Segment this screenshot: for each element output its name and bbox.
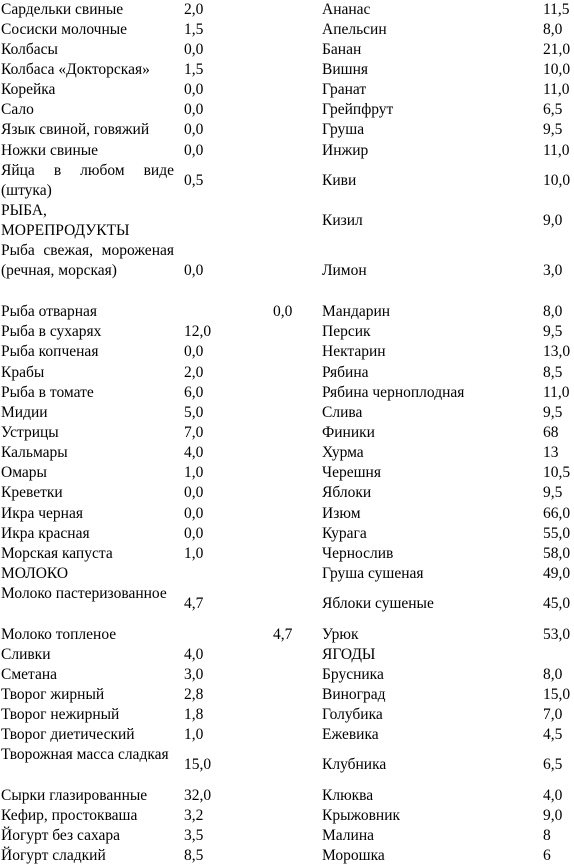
right-item-name: Черешня [322,464,381,481]
left-item-value: 2,0 [184,1,204,18]
left-item-name: Корейка [1,81,56,98]
right-item-name: Голубика [322,706,383,723]
left-item-value: 0,0 [184,262,204,280]
left-item-name: Ножки свиные [1,142,99,159]
left-item-value: 1,0 [184,464,204,481]
right-item-name: Изюм [322,505,361,522]
left-item-value: 7,0 [184,424,204,441]
right-item-value: 10,0 [543,172,571,190]
left-item-value: 12,0 [184,323,212,340]
left-item-value: 0,0 [184,101,204,118]
left-item-value: 0,0 [184,505,204,522]
left-item-name: Сосиски молочные [1,21,128,38]
left-item-value: 3,5 [184,827,204,844]
left-item-value: 0,0 [273,303,293,320]
right-item-name: Груша сушеная [322,565,424,582]
right-item-name: Финики [322,424,375,441]
left-item-value: 1,0 [184,726,204,743]
left-item-name: Сало [1,101,34,118]
right-item-value: 6,5 [543,101,563,118]
left-item-value: 0,0 [184,525,204,542]
left-item-name: Омары [1,464,47,481]
right-item-value: 9,0 [543,807,563,824]
right-item-value: 13,0 [543,343,571,360]
left-item-value: 0,0 [184,41,204,58]
left-item-name: Рыба в томате [1,384,94,401]
left-item-value: 8,5 [184,847,204,864]
right-item-value: 13 [543,444,559,461]
left-item-value: 1,5 [184,61,204,78]
right-item-value: 10,0 [543,61,571,78]
right-item-name: Слива [322,404,363,421]
right-item-value: 3,0 [543,262,563,280]
left-item-name: Йогурт без сахара [1,827,120,844]
right-item-name: Клубника [322,756,387,774]
left-item-value: 2,0 [184,364,204,381]
right-item-value: 11,0 [543,142,570,159]
left-item-name: Творог диетический [1,726,135,743]
left-item-name: Устрицы [1,424,59,441]
left-item-value: 15,0 [184,756,212,774]
right-item-value: 58,0 [543,545,571,562]
left-item-name: Яйца в любом виде (штука) [1,162,174,200]
left-item-value: 1,8 [184,706,204,723]
right-item-name: Вишня [322,61,368,78]
right-item-value: 11,0 [543,384,570,401]
right-item-name: Банан [322,41,362,58]
left-item-value: 4,0 [184,646,204,663]
left-item-name: Крабы [1,364,45,381]
left-item-name: Кальмары [1,444,68,461]
right-item-value: 8,5 [543,364,563,381]
right-item-name: Лимон [322,262,367,280]
right-item-name: Малина [322,827,375,844]
right-item-value: 11,0 [543,81,570,98]
right-item-value: 8,0 [543,303,563,320]
right-item-name: Чернослив [322,545,394,562]
left-item-name: Морская капуста [1,545,113,562]
right-item-name: Персик [322,323,371,340]
left-item-value: 32,0 [184,787,212,804]
right-item-name: Рябина [322,364,369,381]
right-item-name: Яблоки [322,484,372,501]
right-item-value: 8,0 [543,666,563,683]
left-item-value: 4,7 [273,626,293,643]
left-item-name: Молоко топленое [1,626,117,643]
right-item-value: 9,5 [543,323,563,340]
right-item-name: ЯГОДЫ [322,646,376,663]
left-item-name: Икра красная [1,525,90,542]
right-item-name: Груша [322,121,365,138]
left-item-value: 0,0 [184,142,204,159]
left-item-name: Сметана [1,666,58,683]
right-item-value: 55,0 [543,525,571,542]
left-item-name: Рыба отварная [1,303,98,320]
right-item-name: Крыжовник [322,807,401,824]
right-item-name: Рябина черноплодная [322,384,465,401]
left-item-name: Колбаса «Докторская» [1,61,150,78]
right-item-name: Морошка [322,847,385,864]
left-item-value: 1,5 [184,21,204,38]
left-item-value: 3,2 [184,807,204,824]
left-item-name: Колбасы [1,41,58,58]
right-item-value: 7,0 [543,706,563,723]
right-item-name: Инжир [322,142,369,159]
right-item-name: Грейпфрут [322,101,394,118]
left-item-name: Йогурт сладкий [1,847,106,864]
left-item-name: Мидии [1,404,48,421]
left-item-name: Рыба копченая [1,343,99,360]
right-item-name: Брусника [322,666,384,683]
right-item-value: 21,0 [543,41,571,58]
right-item-value: 6 [543,847,551,864]
right-item-value: 9,5 [543,121,563,138]
right-item-value: 10,5 [543,464,571,481]
right-item-value: 15,0 [543,686,571,703]
left-item-name: МОЛОКО [1,565,69,582]
left-item-name: Язык свиной, говяжий [1,121,150,138]
right-item-value: 8 [543,827,551,844]
left-item-name: Творожная масса сладкая [1,746,169,763]
right-item-value: 49,0 [543,565,571,582]
right-item-name: Клюква [322,787,374,804]
right-item-name: Гранат [322,81,367,98]
left-item-value: 0,0 [184,121,204,138]
right-item-value: 66,0 [543,505,571,522]
right-item-name: Апельсин [322,21,387,38]
right-item-value: 53,0 [543,626,571,643]
right-item-value: 9,0 [543,212,563,230]
right-item-value: 4,5 [543,726,563,743]
right-item-name: Мандарин [322,303,391,320]
right-item-name: Урюк [322,626,359,643]
right-item-name: Кизил [322,212,363,230]
right-item-value: 68 [543,424,559,441]
left-item-name: Творог нежирный [1,706,120,723]
left-item-value: 0,0 [184,81,204,98]
left-item-name: Икра черная [1,505,83,522]
left-item-value: 4,7 [184,595,204,613]
left-item-name: Кефир, простокваша [1,807,138,824]
right-item-name: Виноград [322,686,386,703]
left-item-name: РЫБА, МОРЕПРОДУКТЫ [1,202,130,240]
right-item-value: 4,0 [543,787,563,804]
left-item-name: Креветки [1,484,63,501]
right-item-name: Хурма [322,444,364,461]
left-item-value: 6,0 [184,384,204,401]
left-item-name: Рыба свежая, мороженая (речная, морская) [1,242,174,280]
right-item-name: Курага [322,525,367,542]
right-item-name: Яблоки сушеные [322,595,434,613]
right-item-value: 6,5 [543,756,563,774]
left-item-value: 0,0 [184,343,204,360]
left-item-name: Творог жирный [1,686,105,703]
left-item-name: Сырки глазированные [1,787,148,804]
left-item-value: 3,0 [184,666,204,683]
right-item-value: 9,5 [543,484,563,501]
right-item-value: 11,5 [543,1,570,18]
left-item-value: 0,0 [184,484,204,501]
left-item-value: 0,5 [184,172,204,190]
left-item-value: 5,0 [184,404,204,421]
right-item-name: Ежевика [322,726,379,743]
right-item-name: Нектарин [322,343,386,360]
left-item-name: Сливки [1,646,51,663]
left-item-value: 2,8 [184,686,204,703]
right-item-name: Ананас [322,1,371,18]
right-item-name: Киви [322,172,357,190]
left-item-name: Сардельки свиные [1,1,124,18]
left-item-value: 4,0 [184,444,204,461]
left-item-name: Молоко пастеризованное [1,585,167,602]
right-item-value: 45,0 [543,595,571,613]
left-item-value: 1,0 [184,545,204,562]
right-item-value: 9,5 [543,404,563,421]
right-item-value: 8,0 [543,21,563,38]
left-item-name: Рыба в сухарях [1,323,102,340]
